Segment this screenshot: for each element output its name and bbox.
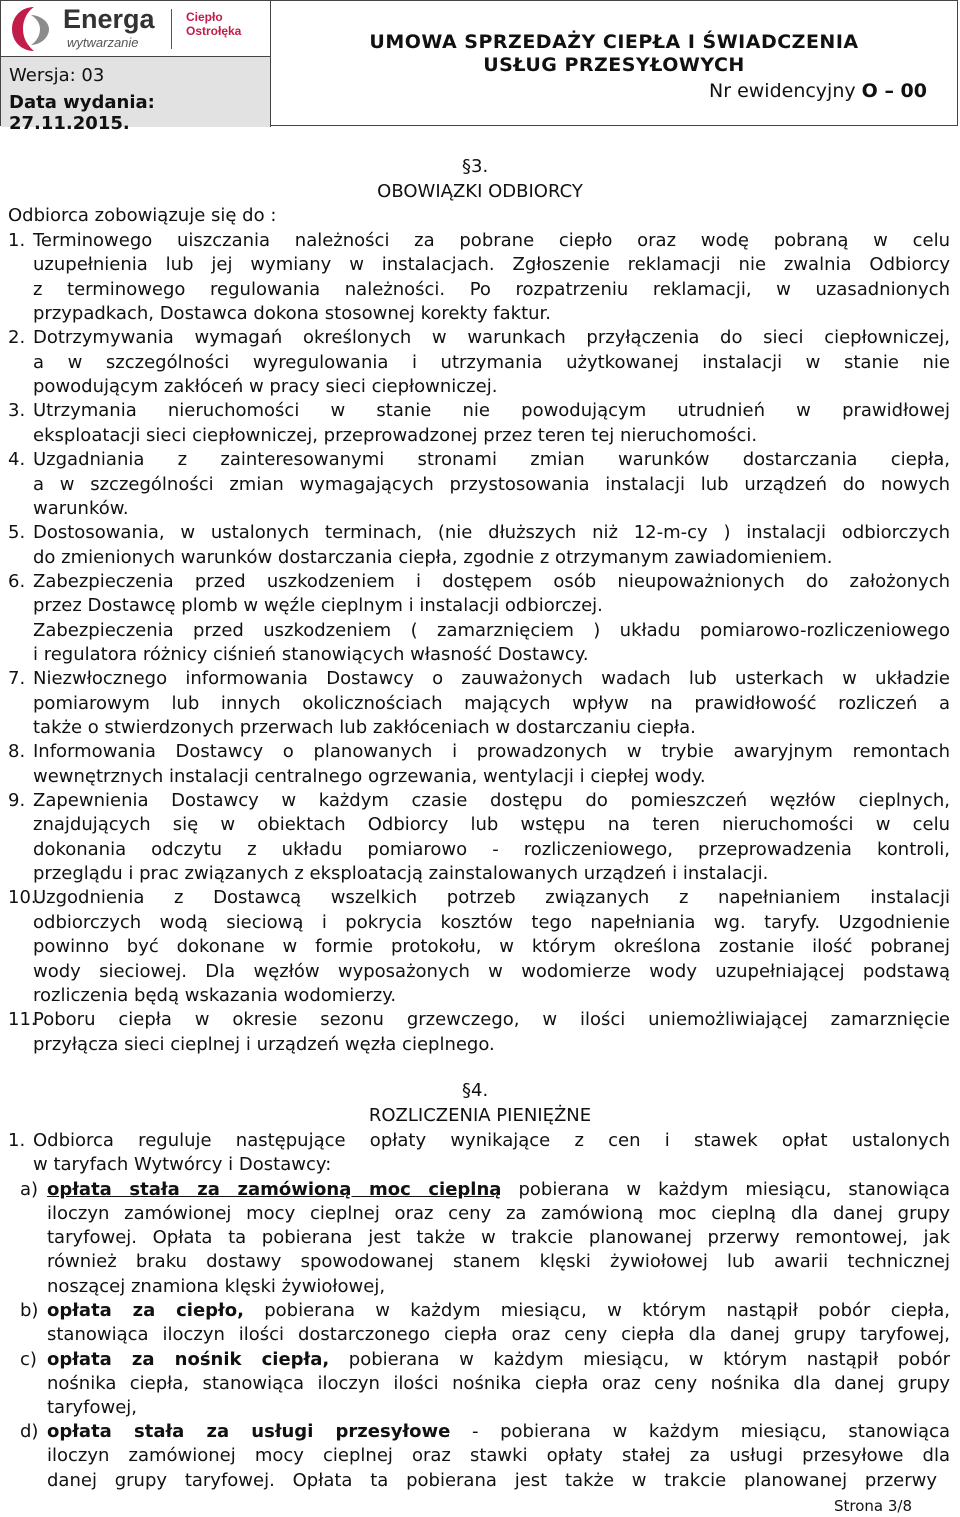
- paragraph-line: Informowania Dostawcy o planowanych i prowadzonych w trybie awaryjnym remontach: [33, 741, 950, 762]
- evidence-number: [709, 80, 927, 102]
- item-label: d): [20, 1421, 39, 1442]
- fee-text: - pobierana w każdym miesiącu, stanowiąca: [450, 1421, 950, 1442]
- paragraph-line: nośnika ciepła, stanowiąca iloczyn ilości nośnika ciepła oraz ceny nośnika dla danej grupy: [47, 1373, 950, 1394]
- paragraph-line: Zapewnienia Dostawcy w każdym czasie dostępu do pomieszczeń węzłów cieplnych,: [33, 790, 950, 811]
- logo-sub-text: wytwarzanie: [67, 35, 139, 50]
- paragraph-line: [47, 1300, 950, 1322]
- paragraph-line: z terminowego regulowania należności. Po rozpatrzeniu reklamacji, w uzasadnionych: [33, 279, 950, 300]
- paragraph-line: przypadkach, Dostawca dokona stosownej korekty faktur.: [33, 303, 552, 324]
- item-label: a): [20, 1179, 39, 1200]
- energa-logo-icon: [9, 5, 59, 53]
- paragraph-line: Utrzymania nieruchomości w stanie nie powodującym utrudnień w prawidłowej: [33, 400, 950, 421]
- paragraph-line: taryfowej,: [47, 1397, 138, 1418]
- section-3-intro: Odbiorca zobowiązuje się do :: [8, 205, 277, 226]
- item-label: c): [20, 1349, 37, 1370]
- version: Wersja: 03: [9, 65, 105, 86]
- fee-name: opłata stała za zamówioną moc cieplną: [47, 1179, 502, 1200]
- item-number: 3.: [8, 400, 26, 421]
- paragraph-line: Odbiorca reguluje następujące opłaty wynikające z cen i stawek opłat ustalonych: [33, 1130, 950, 1151]
- paragraph-line: w taryfach Wytwórcy i Dostawcy:: [33, 1154, 332, 1175]
- paragraph-line: pomiarowym lub innych okolicznościach mających wpływ na prawidłowość rozliczeń a: [33, 693, 950, 714]
- title-area: [271, 1, 957, 127]
- section-3-title: OBOWIĄZKI ODBIORCY: [377, 181, 583, 202]
- fee-name: opłata stała za usługi przesyłowe: [47, 1421, 451, 1442]
- evid-label: Nr ewidencyjny: [709, 80, 862, 102]
- paragraph-line: [47, 1179, 950, 1201]
- item-number: 1.: [8, 1130, 26, 1151]
- page-number: Strona 3/8: [833, 1497, 912, 1515]
- paragraph-line: danej grupy taryfowej. Opłata ta pobierana jest także w trakcie planowanej przerwy: [47, 1470, 937, 1491]
- fee-text: pobierana w każdym miesiącu, stanowiąca: [501, 1179, 950, 1200]
- section-4-title: ROZLICZENIA PIENIĘŻNE: [368, 1105, 592, 1126]
- paragraph-line: iloczyn zamówionej mocy cieplnej oraz ceny za zamówioną moc cieplną dla danej grupy: [47, 1203, 950, 1224]
- item-number: 10.: [8, 887, 37, 908]
- paragraph-line: także o stwierdzonych przerwach lub zakłóceniach w dostarczaniu ciepła.: [33, 717, 696, 738]
- paragraph-line: znajdujących się w obiektach Odbiorcy lub wstępu na teren nieruchomości w celu: [33, 814, 950, 835]
- paragraph-line: rozliczenia będą wskazania wodomierzy.: [33, 985, 397, 1006]
- paragraph-line: stanowiąca iloczyn ilości dostarczonego ciepła oraz ceny ciepła dla danej grupy taryfowej,: [47, 1324, 950, 1345]
- paragraph-line: taryfowej. Opłata ta pobierana jest także w trakcie planowanej przerwy remontowej, jak: [47, 1227, 950, 1248]
- paragraph-line: [47, 1349, 950, 1371]
- logo-separator: [171, 9, 172, 49]
- item-number: 7.: [8, 668, 26, 689]
- logo-main-text: Energa: [63, 4, 155, 34]
- item-number: 6.: [8, 571, 26, 592]
- item-number: 11.: [8, 1009, 37, 1030]
- item-number: 4.: [8, 449, 26, 470]
- paragraph-line: Uzgadniania z zainteresowanymi stronami zmian warunków dostarczania ciepła,: [33, 449, 950, 470]
- section-3-number: §3.: [462, 156, 489, 177]
- paragraph-line: Dotrzymywania wymagań określonych w warunkach przyłączenia do sieci ciepłowniczej,: [33, 327, 950, 348]
- fee-name: opłata za nośnik ciepła,: [47, 1349, 330, 1370]
- paragraph-line: Terminowego uiszczania należności za pobrane ciepło oraz wodę pobraną w celu: [33, 230, 950, 251]
- paragraph-line: przyłącza sieci cieplnej i urządzeń węzła cieplnego.: [33, 1034, 495, 1055]
- fee-text: pobierana w każdym miesiącu, w którym nastąpił pobór ciepła,: [243, 1300, 950, 1321]
- paragraph-line: a w szczególności wyregulowania i utrzymania użytkowanej instalacji w stanie nie: [33, 352, 950, 373]
- paragraph-line: i regulatora różnicy ciśnień stanowiących własność Dostawcy.: [33, 644, 589, 665]
- paragraph-line: iloczyn zamówionej mocy cieplnej oraz stawki opłaty stałej za usługi przesyłowe dla: [47, 1445, 950, 1466]
- paragraph-line: Zabezpieczenia przed uszkodzeniem ( zamarznięciem ) układu pomiarowo-rozliczeniowego: [33, 620, 950, 641]
- paragraph-line: Zabezpieczenia przed uszkodzeniem i dostępem osób nieupoważnionych do założonych: [33, 571, 950, 592]
- document-meta: [1, 57, 271, 134]
- item-number: 5.: [8, 522, 26, 543]
- paragraph-line: przez Dostawcę plomb w węźle cieplnym i instalacji odbiorczej.: [33, 595, 603, 616]
- paragraph-line: przeglądu i prac związanych z eksploatacją zainstalowanych urządzeń i instalacji.: [33, 863, 769, 884]
- section-4-number: §4.: [462, 1080, 489, 1101]
- document-header: [0, 0, 958, 134]
- item-number: 9.: [8, 790, 26, 811]
- issue-date: Data wydania: 27.11.2015.: [9, 92, 155, 134]
- paragraph-line: Dostosowania, w ustalonych terminach, (nie dłuższych niż 12-m-cy ) instalacji odbiorczych: [33, 522, 950, 543]
- item-number: 2.: [8, 327, 26, 348]
- item-number: 8.: [8, 741, 26, 762]
- paragraph-line: wewnętrznych instalacji centralnego ogrzewania, wentylacji i ciepłej wody.: [33, 766, 706, 787]
- section-4-number-text: 4.: [471, 1080, 489, 1101]
- item-label: b): [20, 1300, 39, 1321]
- paragraph-line: wody sieciowej. Dla węzłów wyposażonych w wodomierze wody uzupełniającej podstawą: [33, 961, 950, 982]
- fee-name: opłata za ciepło,: [47, 1300, 244, 1321]
- item-number: 1.: [8, 230, 26, 251]
- paragraph-line: Uzgodnienia z Dostawcą wszelkich potrzeb związanych z napełnianiem instalacji: [33, 887, 950, 908]
- logo-side-text: [186, 10, 241, 38]
- fee-text: pobierana w każdym miesiącu, w którym nastąpił pobór: [329, 1349, 950, 1370]
- logo-area: [1, 1, 271, 57]
- paragraph-line: uzupełnienia lub jej wymiany w instalacjach. Zgłoszenie reklamacji nie zwalnia Odbiorcy: [33, 254, 950, 275]
- section-3-number-text: 3.: [471, 156, 489, 177]
- paragraph-line: [47, 1421, 950, 1443]
- paragraph-line: powinno być dokonane w formie protokołu, w którym określona zostanie ilość pobranej: [33, 936, 950, 957]
- paragraph-line: eksploatacji sieci ciepłowniczej, przeprowadzonej przez teren tej nieruchomości.: [33, 425, 758, 446]
- paragraph-line: noszącej znamiona klęski żywiołowej,: [47, 1276, 386, 1297]
- paragraph-line: do zmienionych warunków dostarczania ciepła, zgodnie z otrzymanym zawiadomieniem.: [33, 547, 833, 568]
- paragraph-line: a w szczególności zmian wymagających przystosowania instalacji lub urządzeń do nowych: [33, 474, 950, 495]
- paragraph-line: odbiorczych wodą sieciową i pokrycia kosztów tego napełniania wg. taryfy. Uzgodnienie: [33, 912, 950, 933]
- evid-value: O – 00: [861, 80, 927, 102]
- logo-side-line-1: Ciepło: [186, 10, 223, 24]
- paragraph-line: warunków.: [33, 498, 129, 519]
- paragraph-line: również braku dostawy spowodowanej stanem klęski żywiołowej lub awarii technicznej: [47, 1251, 950, 1272]
- title-line-2: USŁUG PRZESYŁOWYCH: [483, 54, 745, 76]
- paragraph-line: Poboru ciepła w okresie sezonu grzewczego, w ilości uniemożliwiającej zamarznięcie: [33, 1009, 950, 1030]
- logo-side-line-2: Ostrołęka: [186, 24, 242, 38]
- title-line-1: UMOWA SPRZEDAŻY CIEPŁA I ŚWIADCZENIA: [369, 31, 859, 53]
- paragraph-line: powodującym zakłóceń w pracy sieci ciepłowniczej.: [33, 376, 498, 397]
- paragraph-line: Niezwłocznego informowania Dostawcy o zauważonych wadach lub usterkach w układzie: [33, 668, 950, 689]
- paragraph-line: dokonania odczytu z układu pomiarowo - rozliczeniowego, przeprowadzenia kontroli,: [33, 839, 950, 860]
